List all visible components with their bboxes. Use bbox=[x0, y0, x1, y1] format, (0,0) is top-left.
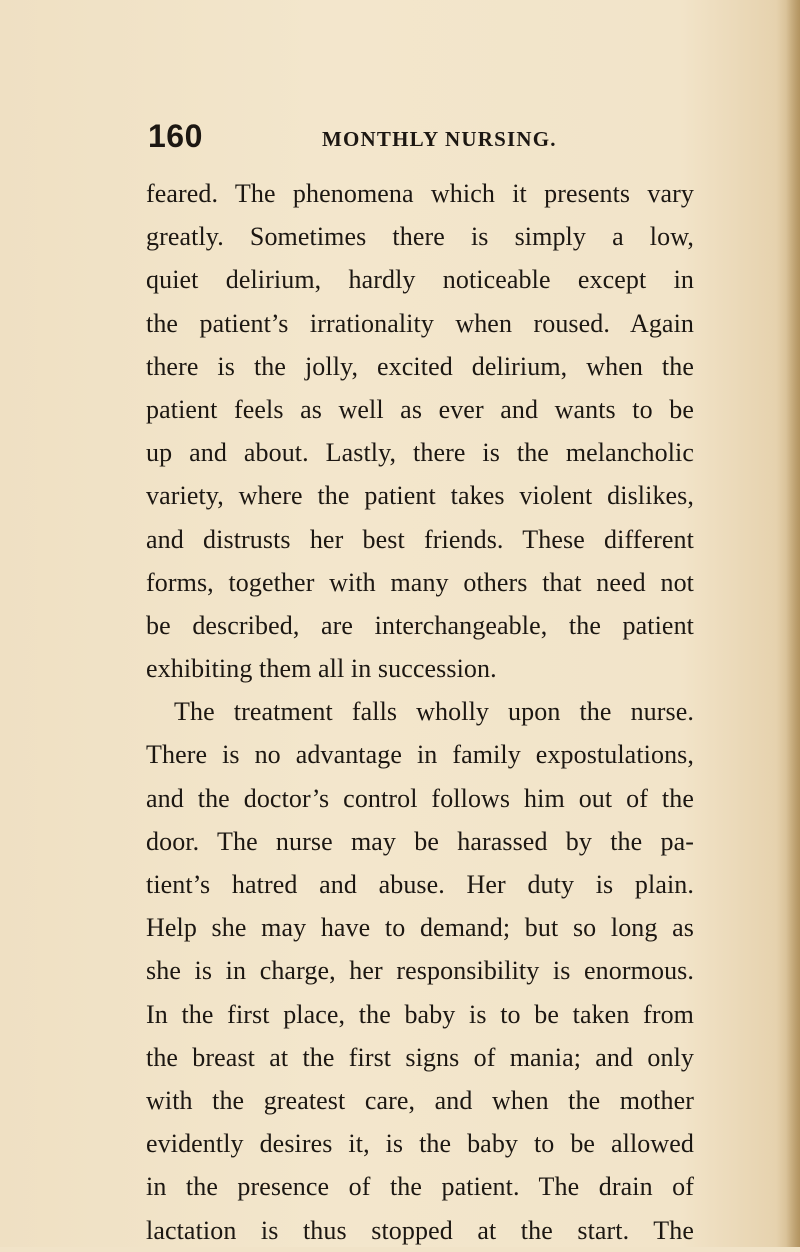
text-line: Help she may have to demand; but so long as bbox=[146, 913, 694, 943]
page-number: 160 bbox=[148, 118, 203, 154]
text-line: up and about. Lastly, there is the melancholic bbox=[146, 438, 694, 468]
text-line: in the presence of the patient. The drain of bbox=[146, 1172, 694, 1202]
text-line: In the first place, the baby is to be taken from bbox=[146, 999, 694, 1029]
text-line: lactation is thus stopped at the start. The bbox=[146, 1215, 694, 1245]
text-line: with the greatest care, and when the mother bbox=[146, 1085, 694, 1115]
text-line: door. The nurse may be harassed by the pa- bbox=[146, 826, 694, 856]
text-line: quiet delirium, hardly noticeable except in bbox=[146, 265, 694, 295]
text-line: evidently desires it, is the baby to be allowed bbox=[146, 1129, 694, 1159]
page-edge-shadow bbox=[786, 0, 800, 1247]
text-line: There is no advantage in family expostulations, bbox=[146, 740, 694, 770]
text-line: greatly. Sometimes there is simply a low, bbox=[146, 222, 694, 252]
text-line: and distrusts her best friends. These different bbox=[146, 524, 694, 554]
body-text bbox=[146, 172, 694, 1252]
text-line: and the doctor’s control follows him out of the bbox=[146, 783, 694, 813]
running-head: MONTHLY NURSING. bbox=[322, 127, 557, 151]
text-line: variety, where the patient takes violent dislikes, bbox=[146, 481, 694, 511]
text-line: patient feels as well as ever and wants to be bbox=[146, 394, 694, 424]
page-header bbox=[148, 118, 698, 158]
text-line: feared. The phenomena which it presents vary bbox=[146, 179, 694, 208]
text-line: forms, together with many others that need not bbox=[146, 567, 694, 597]
text-line: tient’s hatred and abuse. Her duty is plain. bbox=[146, 870, 694, 899]
text-line: the breast at the first signs of mania; and only bbox=[146, 1042, 694, 1072]
text-line: she is in charge, her responsibility is enormous. bbox=[146, 956, 694, 986]
paragraph-start-line: The treatment falls wholly upon the nurse. bbox=[174, 697, 694, 727]
text-line: be described, are interchangeable, the patient bbox=[146, 610, 694, 640]
text-line: there is the jolly, excited delirium, when the bbox=[146, 351, 694, 381]
text-line: the patient’s irrationality when roused. Again bbox=[146, 308, 694, 338]
text-line: exhibiting them all in succession. bbox=[146, 654, 497, 684]
